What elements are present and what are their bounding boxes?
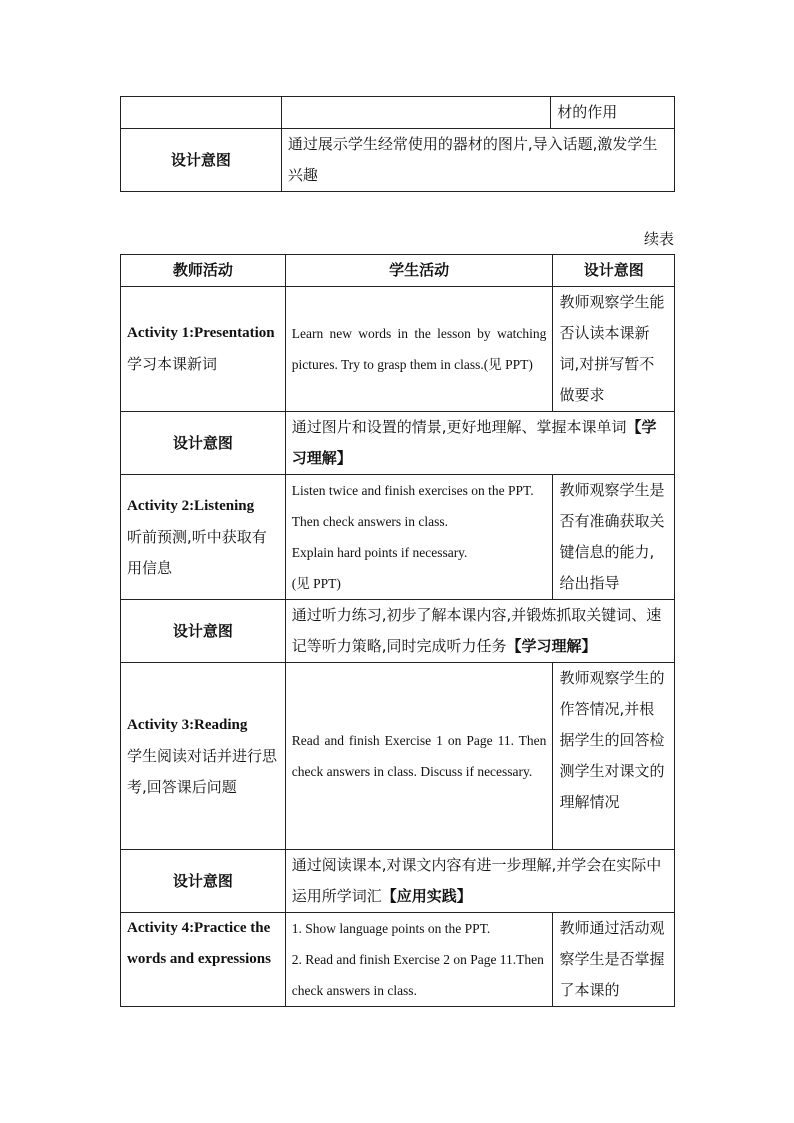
teacher-cell <box>121 913 286 1007</box>
intent-text <box>285 600 674 663</box>
header-student: 学生活动 <box>285 255 553 287</box>
intent-tag: 【应用实践】 <box>381 887 472 905</box>
table-row <box>121 412 675 475</box>
table-row <box>121 913 675 1007</box>
table-row <box>121 97 675 129</box>
student-line: Explain hard points if necessary. <box>291 545 468 560</box>
intent-text <box>285 412 674 475</box>
table-cell <box>281 97 550 129</box>
activity-title: Activity 3:Reading <box>127 716 248 733</box>
table-header-row <box>121 255 675 287</box>
student-line: 1. Show language points on the PPT. <box>291 921 491 936</box>
intent-text-body: 通过阅读课本,对课文内容有进一步理解,并学会在实际中运用所学词汇 <box>291 856 662 905</box>
header-intent: 设计意图 <box>553 255 675 287</box>
intent-cell: 教师通过活动观察学生是否掌握了本课的 <box>553 913 675 1007</box>
table-cell <box>121 97 282 129</box>
table-row <box>121 600 675 663</box>
intent-text <box>285 850 674 913</box>
activity-desc: 学生阅读对话并进行思考,回答课后问题 <box>127 746 278 796</box>
table-cell: 材的作用 <box>551 97 675 129</box>
activity-desc: 听前预测,听中获取有用信息 <box>127 527 267 577</box>
intent-label: 设计意图 <box>121 129 282 192</box>
table-row <box>121 475 675 600</box>
intent-cell: 教师观察学生是否有准确获取关键信息的能力,给出指导 <box>553 475 675 600</box>
intent-label: 设计意图 <box>121 600 286 663</box>
student-cell <box>285 475 553 600</box>
intent-label: 设计意图 <box>121 412 286 475</box>
continued-label: 续表 <box>643 230 674 248</box>
student-cell: Read and finish Exercise 1 on Page 11. Then check answers in class. Discuss if necessary. <box>285 663 553 850</box>
activity-title: Activity 2:Listening <box>127 497 255 514</box>
teacher-cell <box>121 475 286 600</box>
table-row <box>121 287 675 412</box>
intent-label: 设计意图 <box>121 850 286 913</box>
student-line: (见 PPT) <box>291 576 341 591</box>
intent-text: 通过展示学生经常使用的器材的图片,导入话题,激发学生兴趣 <box>281 129 674 192</box>
header-teacher: 教师活动 <box>121 255 286 287</box>
intent-text-body: 通过图片和设置的情景,更好地理解、掌握本课单词 <box>291 418 627 436</box>
student-line: 2. Read and finish Exercise 2 on Page 11.Then check answers in class. <box>291 952 544 998</box>
intent-text-body: 通过听力练习,初步了解本课内容,并锻炼抓取关键词、速记等听力策略,同时完成听力任务 <box>291 606 662 655</box>
student-line: Listen twice and finish exercises on the PPT. Then check answers in class. <box>291 483 534 529</box>
intent-tag: 【学习理解】 <box>291 418 657 467</box>
intent-cell: 教师观察学生能否认读本课新词,对拼写暂不做要求 <box>553 287 675 412</box>
intent-cell: 教师观察学生的作答情况,并根据学生的回答检测学生对课文的理解情况 <box>553 663 675 850</box>
student-cell: Learn new words in the lesson by watching pictures. Try to grasp them in class.(见 PPT) <box>285 287 553 412</box>
lesson-table <box>120 254 675 1007</box>
table-row <box>121 129 675 192</box>
teacher-cell <box>121 287 286 412</box>
activity-title: Activity 1:Presentation <box>127 325 275 341</box>
activity-title: Activity 4:Practice the words and expressions <box>127 920 271 967</box>
teacher-cell <box>121 663 286 850</box>
table-row <box>121 850 675 913</box>
student-cell <box>285 913 553 1007</box>
intent-tag: 【学习理解】 <box>506 637 597 655</box>
lesson-table-top <box>120 96 675 192</box>
table-row <box>121 663 675 850</box>
activity-desc: 学习本课新词 <box>127 355 218 373</box>
